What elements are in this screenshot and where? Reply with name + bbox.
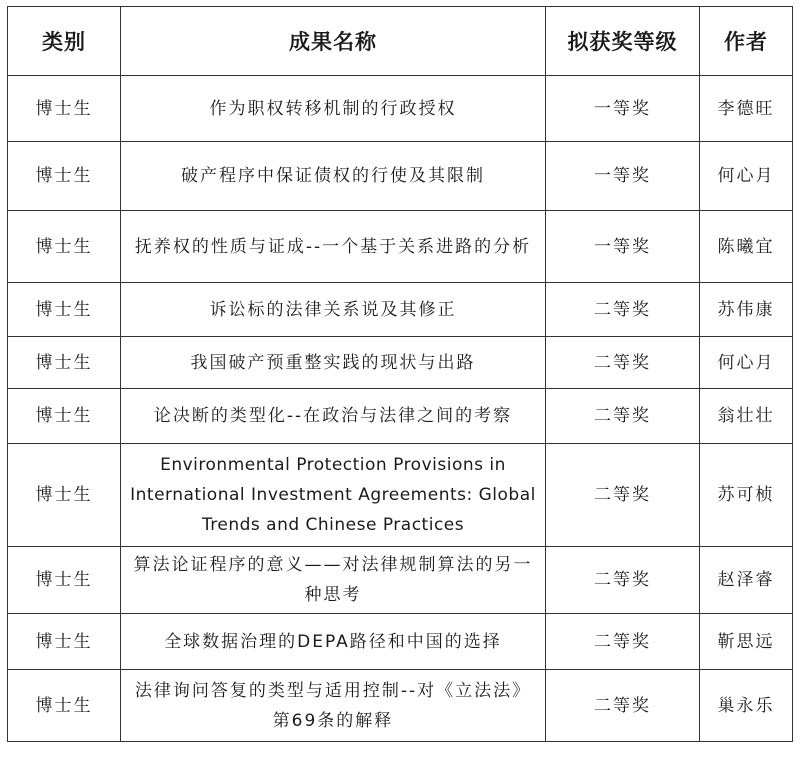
header-row [8,7,793,76]
row-category: 博士生 [8,444,121,547]
row-title: 算法论证程序的意义——对法律规制算法的另一种思考 [121,547,546,614]
row-award-level: 一等奖 [546,76,700,142]
table-row [8,76,793,142]
row-category: 博士生 [8,547,121,614]
row-award-level: 一等奖 [546,142,700,211]
table-row [8,211,793,283]
row-award-level: 二等奖 [546,283,700,337]
row-author: 苏伟康 [700,283,793,337]
table-row [8,614,793,670]
row-category: 博士生 [8,211,121,283]
row-award-level: 二等奖 [546,547,700,614]
row-title: 全球数据治理的DEPA路径和中国的选择 [121,614,546,670]
row-title: 诉讼标的法律关系说及其修正 [121,283,546,337]
row-category: 博士生 [8,76,121,142]
row-title: 法律询问答复的类型与适用控制--对《立法法》第69条的解释 [121,670,546,742]
row-author: 何心月 [700,142,793,211]
row-award-level: 一等奖 [546,211,700,283]
header-author: 作者 [700,7,793,76]
row-category: 博士生 [8,337,121,389]
row-author: 陈曦宜 [700,211,793,283]
row-title: 论决断的类型化--在政治与法律之间的考察 [121,389,546,444]
row-award-level: 二等奖 [546,670,700,742]
row-category: 博士生 [8,389,121,444]
row-award-level: 二等奖 [546,444,700,547]
header-award-level: 拟获奖等级 [546,7,700,76]
row-title: 破产程序中保证债权的行使及其限制 [121,142,546,211]
table-row [8,389,793,444]
row-author: 翁壮壮 [700,389,793,444]
row-author: 苏可桢 [700,444,793,547]
row-category: 博士生 [8,283,121,337]
table-row [8,337,793,389]
row-author: 巢永乐 [700,670,793,742]
table-row [8,142,793,211]
row-category: 博士生 [8,614,121,670]
row-author: 何心月 [700,337,793,389]
row-author: 李德旺 [700,76,793,142]
header-title: 成果名称 [121,7,546,76]
row-award-level: 二等奖 [546,614,700,670]
row-category: 博士生 [8,670,121,742]
header-category: 类别 [8,7,121,76]
row-title: 抚养权的性质与证成--一个基于关系进路的分析 [121,211,546,283]
row-category: 博士生 [8,142,121,211]
awards-table [7,6,793,742]
row-author: 赵泽睿 [700,547,793,614]
table-row [8,283,793,337]
table-row [8,444,793,547]
row-award-level: 二等奖 [546,389,700,444]
table-body [8,76,793,742]
row-title: 我国破产预重整实践的现状与出路 [121,337,546,389]
row-title: 作为职权转移机制的行政授权 [121,76,546,142]
table-row [8,547,793,614]
table-header [8,7,793,76]
row-author: 靳思远 [700,614,793,670]
row-award-level: 二等奖 [546,337,700,389]
row-title: Environmental Protection Provisions in International Investment Agreements: Global Trends and Chinese Practices [121,444,546,547]
table-row [8,670,793,742]
